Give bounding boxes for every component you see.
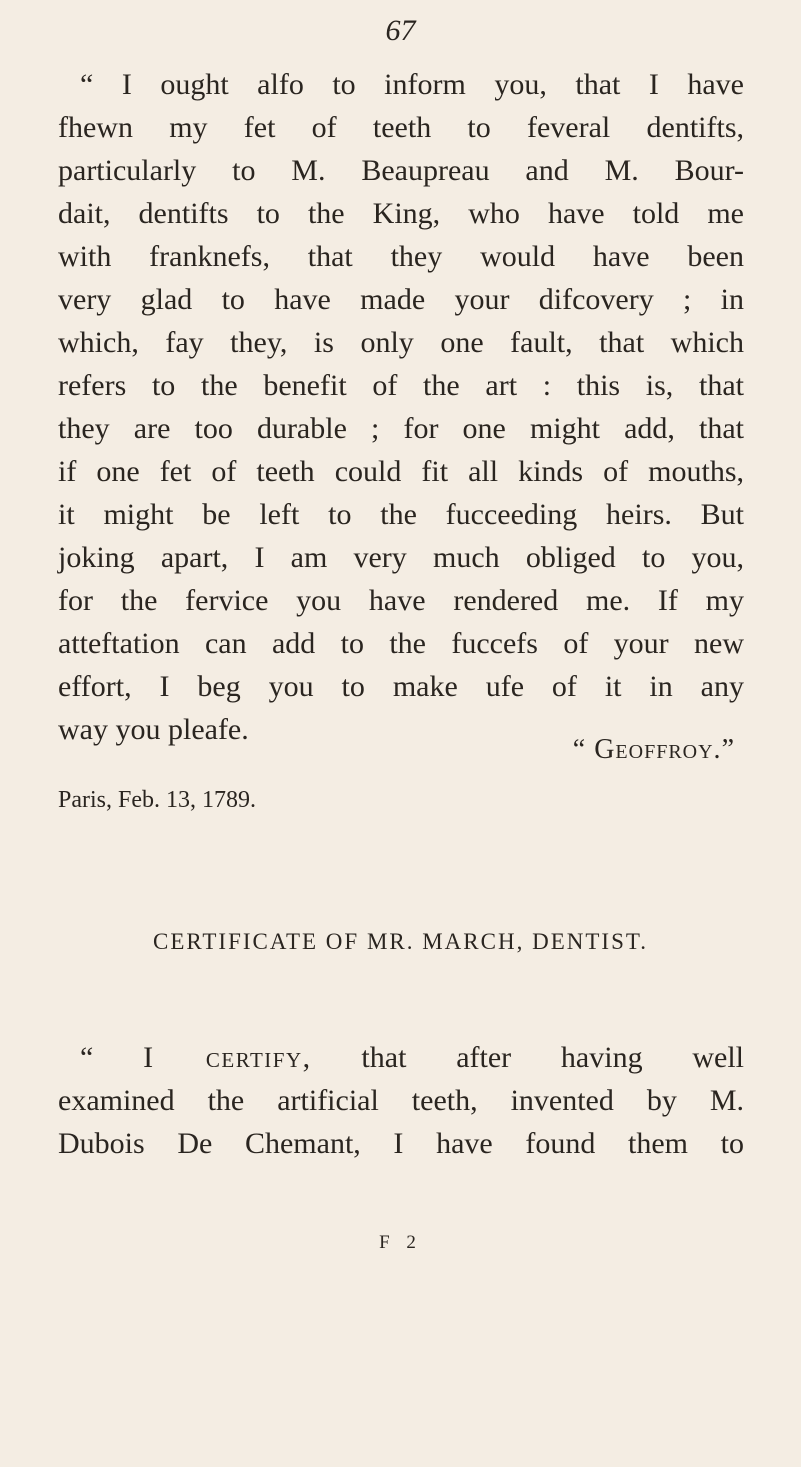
- signature-close-quote: ”: [721, 734, 735, 765]
- certificate-open-quote: “: [80, 1041, 144, 1074]
- letter-dateline: Paris, Feb. 13, 1789.: [58, 787, 256, 813]
- certificate-line-2: examined the artificial teeth, invented by M.: [58, 1084, 744, 1117]
- letter-line-7: which, fay they, is only one fault, that which: [58, 326, 744, 359]
- certificate-line-1: [80, 1036, 744, 1080]
- letter-line-3: particularly to M. Beaupreau and M. Bour-: [58, 154, 744, 187]
- letter-line-6: very glad to have made your difcovery ; in: [58, 283, 744, 316]
- letter-line-8: refers to the benefit of the art : this is, that: [58, 369, 744, 402]
- section-heading: CERTIFICATE OF MR. MARCH, DENTIST.: [153, 929, 648, 954]
- letter-line-4: dait, dentifts to the King, who have told me: [58, 197, 744, 230]
- letter-line-2: fhewn my fet of teeth to feveral dentifts,: [58, 111, 744, 144]
- letter-line-9: they are too durable ; for one might add, that: [58, 412, 744, 445]
- certificate-line-3: Dubois De Chemant, I have found them to: [58, 1127, 744, 1160]
- letter-line-12: joking apart, I am very much obliged to you,: [58, 541, 744, 574]
- letter-line-16: way you pleafe.: [58, 713, 249, 746]
- letter-signature: [573, 734, 735, 766]
- signature-name: Geoffroy.: [594, 734, 722, 765]
- certificate-line-1-rest: that after having well: [311, 1041, 744, 1074]
- page-number: 67: [385, 14, 416, 47]
- letter-line-5: with franknefs, that they would have been: [58, 240, 744, 273]
- letter-line-11: it might be left to the fucceeding heirs. But: [58, 498, 744, 531]
- letter-line-14: atteftation can add to the fuccefs of your new: [58, 627, 744, 660]
- letter-line-1: “ I ought alfo to inform you, that I have: [80, 68, 744, 101]
- letter-line-10: if one fet of teeth could fit all kinds of mouths,: [58, 455, 744, 488]
- letter-line-15: effort, I beg you to make ufe of it in any: [58, 670, 744, 703]
- signature-mark: F 2: [379, 1232, 422, 1253]
- certificate-open-word: I certify,: [143, 1041, 312, 1074]
- signature-open-quote: “: [572, 734, 595, 765]
- letter-line-13: for the fervice you have rendered me. If my: [58, 584, 744, 617]
